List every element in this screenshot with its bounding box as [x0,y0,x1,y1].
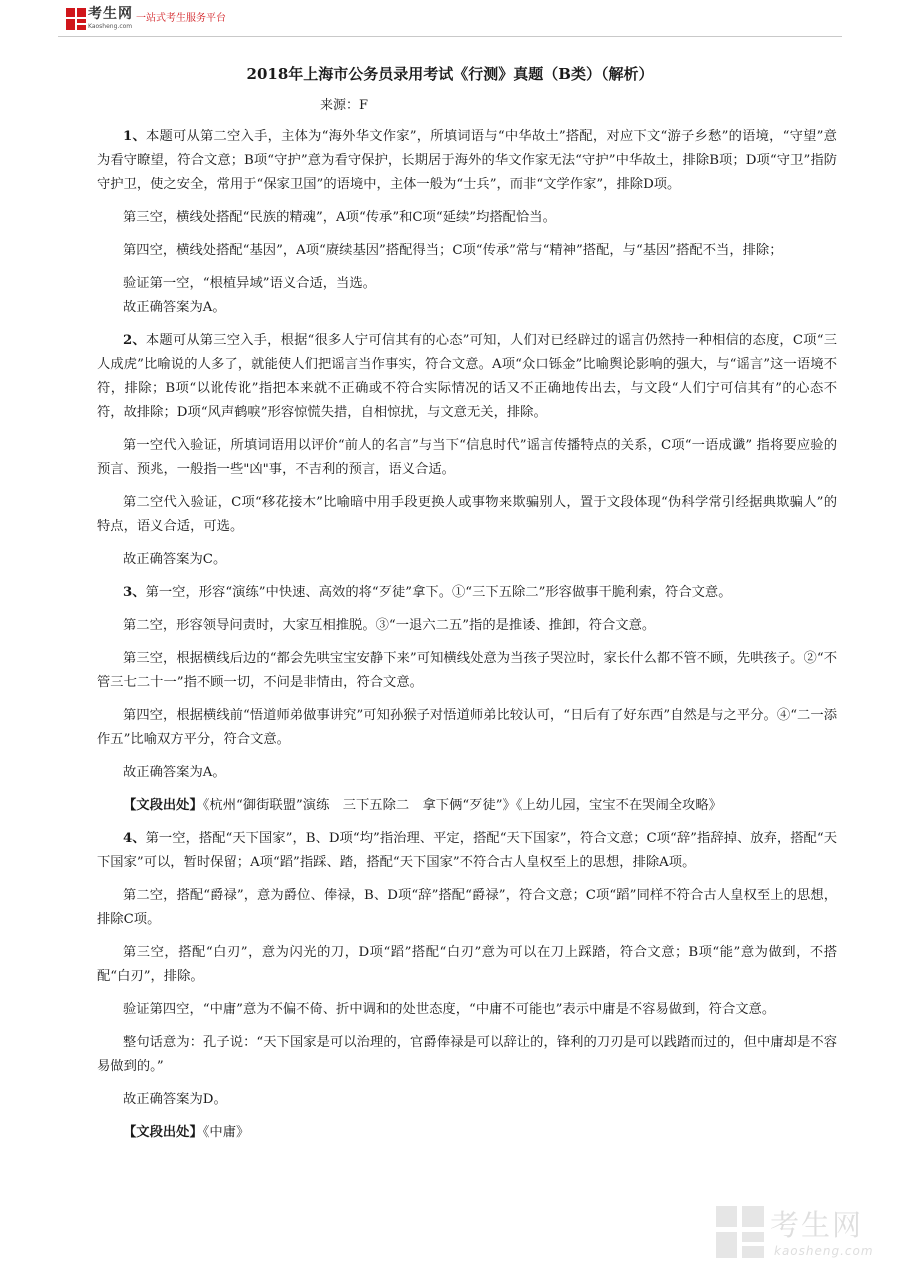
paragraph-text: 第三空，横线处搭配“民族的精魂”，A项“传承”和C项“延续”均搭配恰当。 [123,210,556,225]
paragraph [97,296,837,320]
paragraph [97,1031,837,1079]
paragraph [97,1121,837,1145]
paragraph [97,827,837,875]
paragraph-text: 本题可从第二空入手，主体为“海外华文作家”，所填词语与“中华故土”搭配，对应下文“游子乡愁”的语境，“守望”意为看守瞭望，符合文意；B项“守护”意为看守保护，长期居于海外的华文作家无法“守护”中华故土，排除B项；D项“守卫”指防守护卫，使之安全，常用于“保家卫国”的语境中，主体一般为“士兵”，而非“文学作家”，排除D项。 [97,129,837,192]
paragraph [97,998,837,1022]
question-number: 4、 [123,831,146,846]
paragraph [97,614,837,638]
source-label: 【文段出处】 [123,1125,203,1140]
paragraph [97,491,837,539]
page-header [58,6,858,36]
kaosheng-logo-icon [66,8,86,30]
paragraph-text: 故正确答案为A。 [123,765,226,780]
paragraph [97,239,837,263]
paragraph-text: 第二空，搭配“爵禄”，意为爵位、俸禄，B、D项“辞”搭配“爵禄”，符合文意；C项“蹈”同样不符合古人皇权至上的思想，排除C项。 [97,888,837,927]
paragraph-text: 《中庸》 [202,1125,250,1140]
watermark [716,1206,886,1264]
paragraph-text: 第三空，搭配“白刃”，意为闪光的刀，D项“蹈”搭配“白刃”意为可以在刀上踩踏，符合文意；B项“能”意为做到，不搭配“白刃”，排除。 [97,945,837,984]
paragraph-text: 验证第四空，“中庸”意为不偏不倚、折中调和的处世态度，“中庸不可能也”表示中庸是不容易做到，符合文意。 [123,1002,776,1017]
document-source: 来源：F [320,98,369,113]
paragraph-text: 第三空，根据横线后边的“都会先哄宝宝安静下来”可知横线处意为当孩子哭泣时，家长什么都不管不顾，先哄孩子。②“不管三七二十一”指不顾一切，不问是非情由，符合文意。 [97,651,837,690]
paragraph-text: 第一空，形容“演练”中快速、高效的将“歹徒”拿下。①“三下五除二”形容做事干脆利索，符合文意。 [145,585,732,600]
paragraph [97,884,837,932]
paragraph-text: 第一空代入验证，所填词语用以评价“前人的名言”与当下“信息时代”谣言传播特点的关系，C项“一语成谶” 指将要应验的预言、预兆，一般指一些"凶"事，不吉利的预言，语义合适。 [97,438,837,477]
question-number: 3、 [123,585,146,600]
paragraph-text: 《杭州“御街联盟”演练 三下五除二 拿下俩“歹徒”》《上幼儿园，宝宝不在哭闹全攻略》 [202,798,722,813]
question-number: 2、 [123,333,146,348]
paragraph [97,272,837,296]
paragraph-text: 故正确答案为D。 [123,1092,227,1107]
paragraph-text: 第四空，横线处搭配“基因”，A项“赓续基因”搭配得当；C项“传承”常与“精神”搭配，与“基因”搭配不当，排除； [123,243,783,258]
paragraph-text: 第二空，形容领导问责时，大家互相推脱。③“一退六二五”指的是推诿、推卸，符合文意。 [123,618,656,633]
paragraph-text: 验证第一空，“根植异域”语义合适，当选。 [123,276,376,291]
watermark-domain: kaosheng.com [774,1244,874,1258]
paragraph [97,761,837,785]
header-slogan: 一站式考生服务平台 [136,13,226,24]
paragraph-text: 故正确答案为A。 [123,300,226,315]
paragraph [97,941,837,989]
logo-text: 考生网 [88,6,133,22]
document-body [97,125,837,1154]
paragraph [97,125,837,197]
paragraph [97,548,837,572]
paragraph [97,329,837,425]
question-number: 1、 [123,129,146,144]
paragraph-text: 第一空，搭配“天下国家”，B、D项“均”指治理、平定，搭配“天下国家”，符合文意；C项“辞”指辞掉、放弃，搭配“天下国家”可以，暂时保留；A项“蹈”指踩、踏，搭配“天下国家”不符合古人皇权至上的思想，排除A项。 [97,831,837,870]
paragraph-text: 第二空代入验证，C项“移花接木”比喻暗中用手段更换人或事物来欺骗别人，置于文段体现“伪科学常引经据典欺骗人”的特点，语义合适，可选。 [97,495,837,534]
watermark-text: 考生网 [770,1208,864,1242]
paragraph [97,1088,837,1112]
paragraph [97,794,837,818]
paragraph-text: 故正确答案为C。 [123,552,227,567]
paragraph [97,704,837,752]
logo-domain: Kaosheng.com [88,23,133,30]
paragraph [97,434,837,482]
paragraph-text: 第四空，根据横线前“悟道师弟做事讲究”可知孙猴子对悟道师弟比较认可，“日后有了好东西”自然是与之平分。④“二一添作五”比喻双方平分，符合文意。 [97,708,837,747]
paragraph [97,206,837,230]
source-label: 【文段出处】 [123,798,203,813]
watermark-logo-icon [716,1206,764,1258]
paragraph-text: 本题可从第三空入手，根据“很多人宁可信其有的心态”可知，人们对已经辟过的谣言仍然持一种相信的态度，C项“三人成虎”比喻说的人多了，就能使人们把谣言当作事实，符合文意。A项“众口铄金”比喻舆论影响的强大，与“谣言”这一语境不符，排除；B项“以讹传讹”指把本来就不正确或不符合实际情况的话又不正确地传出去，与文段“人们宁可信其有”的心态不符，故排除；D项“风声鹤唳”形容惊慌失措，自相惊扰，与文意无关，排除。 [97,333,837,420]
document-title: 2018年上海市公务员录用考试《行测》真题（B类）（解析） [246,65,654,83]
paragraph [97,647,837,695]
paragraph-text: 整句话意为：孔子说：“天下国家是可以治理的，官爵俸禄是可以辞让的，锋利的刀刃是可以践踏而过的，但中庸却是不容易做到的。” [97,1035,837,1074]
header-divider [58,36,842,37]
paragraph [97,581,837,605]
